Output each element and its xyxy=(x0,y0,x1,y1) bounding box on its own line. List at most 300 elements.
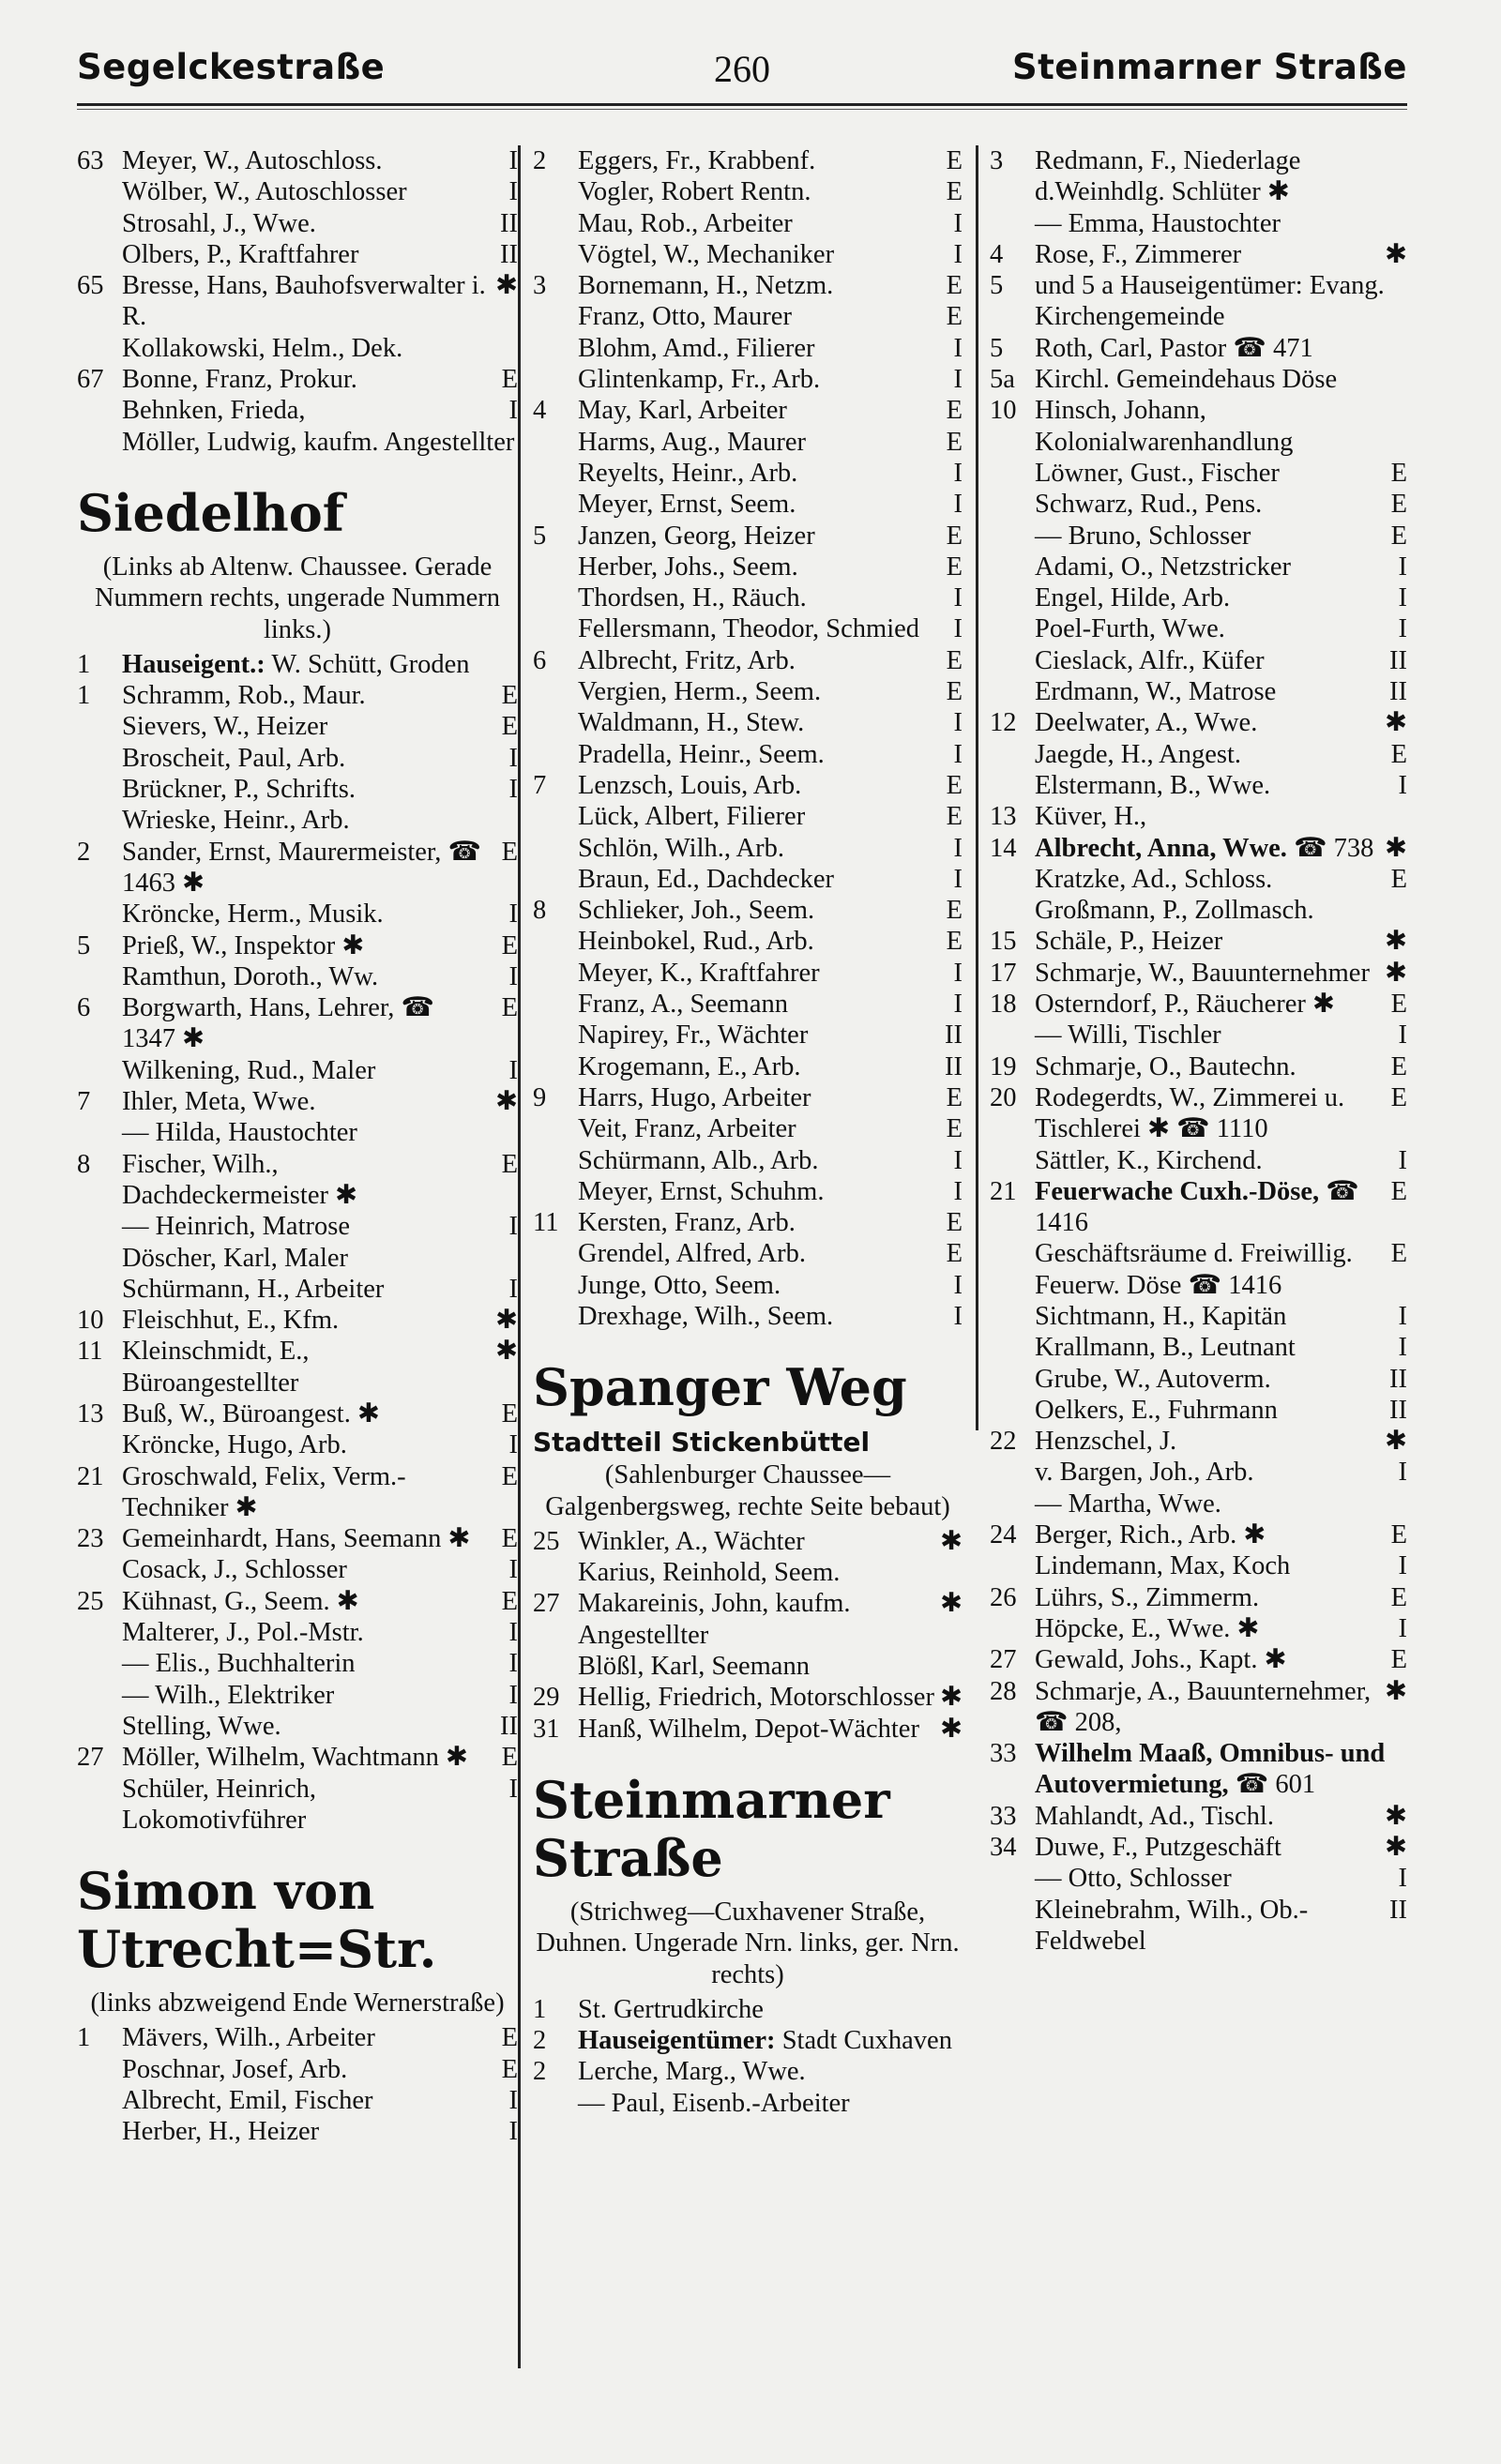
resident-entry xyxy=(533,458,963,489)
resident-entry xyxy=(77,1398,518,1429)
resident-text: Albrecht, Fritz, Arb. xyxy=(578,645,796,675)
resident-text: Winkler, A., Wächter xyxy=(578,1526,805,1556)
floor-marker: E xyxy=(501,1743,518,1773)
floor-marker: E xyxy=(501,2023,518,2053)
resident-entry xyxy=(533,1176,963,1207)
resident-text: Brückner, P., Schrifts. xyxy=(122,775,356,805)
floor-marker: I xyxy=(953,833,963,863)
resident-text: Mahlandt, Ad., Tischl. xyxy=(1035,1801,1274,1831)
resident-text: Harms, Aug., Maurer xyxy=(578,427,806,457)
resident-entry xyxy=(990,1644,1407,1675)
column-divider-right xyxy=(976,145,978,1430)
house-number: 25 xyxy=(77,1586,104,1616)
resident-entry xyxy=(77,1617,518,1648)
resident-text: Schürmann, Alb., Arb. xyxy=(578,1145,819,1175)
resident-entry xyxy=(990,1550,1407,1581)
floor-marker: II xyxy=(945,1020,963,1051)
resident-text: Großmann, P., Zollmasch. xyxy=(1035,896,1314,926)
floor-marker: E xyxy=(946,396,963,426)
resident-entry xyxy=(77,208,518,239)
resident-entry xyxy=(533,1301,963,1332)
floor-marker: E xyxy=(501,365,518,395)
resident-entry xyxy=(77,649,518,680)
resident-text: Schäle, P., Heizer xyxy=(1035,927,1223,957)
house-number: 7 xyxy=(533,770,547,800)
column-2 xyxy=(533,145,963,2119)
house-number: 34 xyxy=(990,1833,1017,1863)
resident-entry xyxy=(533,958,963,989)
street-description: (Sahlenburger Chaussee—Galgenbergsweg, rechte Seite bebaut) xyxy=(545,1460,950,1521)
resident-entry xyxy=(990,926,1407,957)
floor-marker: II xyxy=(1389,677,1407,707)
resident-entry xyxy=(990,364,1407,395)
resident-text: Waldmann, H., Stew. xyxy=(578,708,805,738)
resident-text: Fischer, Wilh., Dachdeckermeister ✱ xyxy=(122,1149,357,1210)
floor-marker: E xyxy=(946,645,963,675)
resident-entry xyxy=(990,1145,1407,1176)
resident-text: — Wilh., Elektriker xyxy=(122,1680,335,1710)
resident-text: Jaegde, H., Angest. xyxy=(1035,739,1242,769)
resident-text: Fellersmann, Theodor, Schmied xyxy=(578,614,920,644)
resident-text: Schmarje, W., Bauunternehmer xyxy=(1035,958,1370,988)
house-number: 25 xyxy=(533,1526,560,1556)
resident-entry xyxy=(77,992,518,1055)
house-number: 2 xyxy=(533,2026,547,2056)
floor-marker: I xyxy=(508,743,518,773)
resident-entry xyxy=(77,1648,518,1679)
resident-entry xyxy=(77,1117,518,1148)
resident-entry xyxy=(77,711,518,742)
resident-text: Borgwarth, Hans, Lehrer, ☎ 1347 ✱ xyxy=(122,993,434,1054)
resident-entry xyxy=(990,645,1407,676)
resident-entry xyxy=(533,489,963,520)
resident-text: Poschnar, Josef, Arb. xyxy=(122,2054,348,2084)
resident-entry xyxy=(533,1113,963,1144)
resident-entry xyxy=(990,833,1407,864)
house-number: 27 xyxy=(533,1589,560,1619)
resident-text: Hauseigent.: W. Schütt, Groden xyxy=(122,649,470,679)
resident-entry xyxy=(533,364,963,395)
resident-text: Hellig, Friedrich, Motorschlosser xyxy=(578,1683,934,1713)
house-number: 4 xyxy=(990,239,1004,269)
floor-marker: E xyxy=(946,1239,963,1269)
floor-marker: I xyxy=(1398,770,1407,800)
resident-entry xyxy=(990,1426,1407,1457)
resident-entry xyxy=(77,2054,518,2085)
floor-marker: ✱ xyxy=(1385,1427,1407,1457)
resident-text: Schmarje, A., Bauunternehmer, ☎ 208, xyxy=(1035,1676,1372,1737)
resident-text: Franz, Otto, Maurer xyxy=(578,302,792,332)
house-number: 11 xyxy=(77,1337,103,1367)
resident-text: Sievers, W., Heizer xyxy=(122,712,328,742)
resident-entry xyxy=(533,895,963,926)
resident-entry xyxy=(990,864,1407,895)
resident-entry xyxy=(990,1582,1407,1613)
house-number: 29 xyxy=(533,1683,560,1713)
page-number: 260 xyxy=(714,48,770,90)
resident-text: Makareinis, John, kaufm. Angestellter xyxy=(578,1589,851,1650)
resident-text: Lerche, Marg., Wwe. xyxy=(578,2057,806,2087)
resident-entry xyxy=(77,837,518,899)
resident-entry xyxy=(990,1332,1407,1363)
street-description: (Strichweg—Cuxhavener Straße, Duhnen. Ungerade Nrn. links, ger. Nrn. rechts) xyxy=(536,1897,960,1989)
floor-marker: E xyxy=(1390,1082,1407,1112)
resident-text: Meyer, Ernst, Schuhm. xyxy=(578,1176,825,1206)
floor-marker: E xyxy=(501,1149,518,1179)
house-number: 1 xyxy=(533,1994,547,2024)
floor-marker: E xyxy=(501,681,518,711)
floor-marker: E xyxy=(1390,1176,1407,1206)
house-number: 28 xyxy=(990,1676,1017,1706)
floor-marker: I xyxy=(508,1618,518,1648)
floor-marker: ✱ xyxy=(495,271,518,301)
floor-marker: E xyxy=(501,2054,518,2084)
resident-text: Bonne, Franz, Prokur. xyxy=(122,365,357,395)
floor-marker: ✱ xyxy=(495,1306,518,1336)
resident-text: Wilkening, Rud., Maler xyxy=(122,1055,376,1085)
resident-text: Thordsen, H., Räuch. xyxy=(578,583,807,613)
resident-entry xyxy=(77,2085,518,2116)
resident-text: Kirchl. Gemeindehaus Döse xyxy=(1035,365,1338,395)
resident-entry xyxy=(77,930,518,961)
house-number: 3 xyxy=(533,271,547,301)
resident-text: Kratzke, Ad., Schloss. xyxy=(1035,864,1273,894)
resident-entry xyxy=(533,989,963,1020)
resident-entry xyxy=(77,333,518,364)
floor-marker: I xyxy=(1398,583,1407,613)
resident-text: Berger, Rich., Arb. ✱ xyxy=(1035,1520,1266,1550)
resident-text: Lenzsch, Louis, Arb. xyxy=(578,770,802,800)
resident-text: Möller, Ludwig, kaufm. Angestellter xyxy=(122,427,515,457)
resident-text: v. Bargen, Joh., Arb. xyxy=(1035,1458,1254,1488)
floor-marker: E xyxy=(946,427,963,457)
street-heading: Siedelhof xyxy=(77,482,345,543)
house-number: 1 xyxy=(77,649,91,679)
resident-text: Broscheit, Paul, Arb. xyxy=(122,743,346,773)
resident-entry xyxy=(533,239,963,270)
floor-marker: I xyxy=(508,146,518,175)
resident-entry xyxy=(77,270,518,333)
resident-entry xyxy=(990,801,1407,832)
resident-entry xyxy=(990,1613,1407,1644)
header-rule xyxy=(77,103,1407,106)
floor-marker: E xyxy=(946,1082,963,1112)
resident-entry xyxy=(990,1176,1407,1239)
header-left-street: Segelckestraße xyxy=(77,47,386,87)
resident-entry xyxy=(77,2022,518,2053)
resident-text: — Willi, Tischler xyxy=(1035,1020,1221,1051)
floor-marker: E xyxy=(946,177,963,207)
floor-marker: E xyxy=(946,146,963,175)
resident-text: Krogemann, E., Arb. xyxy=(578,1051,801,1081)
resident-entry xyxy=(77,1149,518,1212)
resident-entry xyxy=(990,1863,1407,1894)
floor-marker: E xyxy=(501,1461,518,1491)
house-number: 33 xyxy=(990,1739,1017,1769)
house-number: 5 xyxy=(990,333,1004,363)
resident-entry xyxy=(990,1489,1407,1519)
floor-marker: I xyxy=(953,1145,963,1175)
resident-entry xyxy=(77,1680,518,1711)
floor-marker: ✱ xyxy=(940,1589,963,1619)
resident-text: Vergien, Herm., Seem. xyxy=(578,677,822,707)
house-number: 27 xyxy=(990,1645,1017,1675)
resident-entry xyxy=(77,899,518,930)
floor-marker: E xyxy=(1390,739,1407,769)
resident-text: Lindemann, Max, Koch xyxy=(1035,1551,1291,1581)
resident-text: — Paul, Eisenb.-Arbeiter xyxy=(578,2088,850,2118)
resident-text: Napirey, Fr., Wächter xyxy=(578,1020,809,1051)
resident-text: May, Karl, Arbeiter xyxy=(578,396,787,426)
house-number: 8 xyxy=(77,1149,91,1179)
resident-entry xyxy=(990,895,1407,926)
resident-entry xyxy=(990,1801,1407,1832)
floor-marker: I xyxy=(953,614,963,644)
house-number: 14 xyxy=(990,833,1017,863)
resident-entry xyxy=(77,1774,518,1837)
resident-entry xyxy=(533,1145,963,1176)
resident-text: — Elis., Buchhalterin xyxy=(122,1649,356,1679)
resident-text: Harrs, Hugo, Arbeiter xyxy=(578,1082,811,1112)
house-number: 4 xyxy=(533,396,547,426)
floor-marker: E xyxy=(501,1524,518,1554)
resident-entry xyxy=(990,1301,1407,1332)
resident-entry xyxy=(990,613,1407,644)
resident-entry xyxy=(533,2088,963,2119)
resident-text: Osterndorf, P., Räucherer ✱ xyxy=(1035,990,1335,1020)
floor-marker: I xyxy=(1398,1864,1407,1894)
floor-marker: ✱ xyxy=(1385,927,1407,957)
resident-entry xyxy=(990,989,1407,1020)
resident-entry xyxy=(77,1711,518,1742)
resident-entry xyxy=(77,743,518,774)
floor-marker: E xyxy=(946,552,963,582)
resident-text: Bresse, Hans, Bauhofsverwalter i. R. xyxy=(122,271,486,332)
floor-marker: E xyxy=(946,927,963,957)
floor-marker: II xyxy=(500,208,518,238)
floor-marker: E xyxy=(501,1398,518,1429)
house-number: 63 xyxy=(77,146,104,175)
floor-marker: I xyxy=(508,1774,518,1804)
resident-entry xyxy=(990,270,1407,333)
resident-text: Roth, Carl, Pastor ☎ 471 xyxy=(1035,333,1313,363)
resident-text: Kollakowski, Helm., Dek. xyxy=(122,333,403,363)
resident-entry xyxy=(533,1682,963,1713)
house-number: 17 xyxy=(990,958,1017,988)
resident-text: Feuerwache Cuxh.-Döse, ☎ 1416 xyxy=(1035,1176,1359,1238)
floor-marker: ✱ xyxy=(1385,1833,1407,1863)
resident-entry xyxy=(533,645,963,676)
house-number: 27 xyxy=(77,1743,104,1773)
floor-marker: II xyxy=(945,1051,963,1081)
resident-text: Hanß, Wilhelm, Depot-Wächter xyxy=(578,1714,919,1744)
resident-text: Behnken, Frieda, xyxy=(122,396,306,426)
floor-marker: E xyxy=(1390,521,1407,551)
resident-text: Redmann, F., Niederlage d.Weinhdlg. Schlüter ✱ xyxy=(1035,146,1301,207)
resident-text: Blößl, Karl, Seemann xyxy=(578,1652,810,1682)
floor-marker: I xyxy=(953,1176,963,1206)
floor-marker: I xyxy=(1398,614,1407,644)
resident-text: Franz, A., Seemann xyxy=(578,990,788,1020)
floor-marker: E xyxy=(501,930,518,960)
resident-text: Möller, Wilhelm, Wachtmann ✱ xyxy=(122,1743,468,1773)
floor-marker: E xyxy=(501,837,518,867)
resident-entry xyxy=(533,1270,963,1301)
house-number: 3 xyxy=(990,146,1004,175)
resident-entry xyxy=(77,961,518,992)
resident-entry xyxy=(533,270,963,301)
resident-entry xyxy=(533,333,963,364)
district-subheading: Stadtteil Stickenbüttel xyxy=(533,1427,871,1459)
resident-entry xyxy=(533,176,963,207)
street-heading: Steinmarner Straße xyxy=(533,1769,890,1888)
resident-text: Sättler, K., Kirchend. xyxy=(1035,1145,1263,1175)
resident-entry xyxy=(77,176,518,207)
resident-entry xyxy=(533,613,963,644)
house-number: 20 xyxy=(990,1082,1017,1112)
floor-marker: I xyxy=(1398,1020,1407,1051)
resident-entry xyxy=(533,2025,963,2056)
resident-text: Sander, Ernst, Maurermeister, ☎ 1463 ✱ xyxy=(122,837,482,898)
resident-entry xyxy=(990,676,1407,707)
resident-entry xyxy=(533,926,963,957)
resident-text: Olbers, P., Kraftfahrer xyxy=(122,239,359,269)
house-number: 2 xyxy=(533,146,547,175)
floor-marker: I xyxy=(953,208,963,238)
house-number: 11 xyxy=(533,1208,559,1238)
house-number: 5a xyxy=(990,365,1015,395)
resident-entry xyxy=(990,1519,1407,1550)
resident-entry xyxy=(77,2116,518,2147)
floor-marker: E xyxy=(1390,1520,1407,1550)
resident-entry xyxy=(990,739,1407,770)
resident-text: Pradella, Heinr., Seem. xyxy=(578,739,825,769)
resident-entry xyxy=(533,521,963,552)
resident-entry xyxy=(533,1651,963,1682)
resident-text: — Emma, Haustochter xyxy=(1035,208,1281,238)
resident-text: Elstermann, B., Wwe. xyxy=(1035,770,1271,800)
resident-entry xyxy=(990,145,1407,208)
floor-marker: I xyxy=(508,899,518,930)
floor-marker: E xyxy=(946,677,963,707)
resident-text: Schlön, Wilh., Arb. xyxy=(578,833,784,863)
resident-entry xyxy=(77,1742,518,1773)
resident-text: Janzen, Georg, Heizer xyxy=(578,521,815,551)
resident-entry xyxy=(533,1020,963,1051)
resident-entry xyxy=(77,1523,518,1554)
resident-entry xyxy=(77,1305,518,1336)
resident-text: Oelkers, E., Fuhrmann xyxy=(1035,1395,1278,1425)
floor-marker: ✱ xyxy=(495,1087,518,1117)
resident-entry xyxy=(990,1895,1407,1958)
house-number: 7 xyxy=(77,1087,91,1117)
resident-text: Sichtmann, H., Kapitän xyxy=(1035,1301,1287,1331)
floor-marker: E xyxy=(1390,1645,1407,1675)
resident-text: Poel-Furth, Wwe. xyxy=(1035,614,1225,644)
house-number: 1 xyxy=(77,2023,91,2053)
resident-entry xyxy=(77,395,518,426)
resident-text: Meyer, Ernst, Seem. xyxy=(578,490,796,520)
resident-entry xyxy=(990,395,1407,458)
house-number: 2 xyxy=(77,837,91,867)
resident-entry xyxy=(77,1461,518,1524)
resident-entry xyxy=(990,1676,1407,1739)
resident-entry xyxy=(77,1554,518,1585)
floor-marker: E xyxy=(1390,490,1407,520)
resident-text: — Hilda, Haustochter xyxy=(122,1118,357,1148)
house-number: 65 xyxy=(77,271,104,301)
resident-text: Rodegerdts, W., Zimmerei u. Tischlerei ✱ ☎ 1110 xyxy=(1035,1082,1345,1144)
floor-marker: E xyxy=(1390,1051,1407,1081)
house-number: 18 xyxy=(990,990,1017,1020)
house-number: 26 xyxy=(990,1582,1017,1612)
resident-text: Wölber, W., Autoschlosser xyxy=(122,177,407,207)
resident-entry xyxy=(990,1395,1407,1426)
column-divider-left xyxy=(518,145,521,2368)
house-number: 8 xyxy=(533,896,547,926)
floor-marker: I xyxy=(508,177,518,207)
floor-marker: I xyxy=(953,739,963,769)
resident-text: Döscher, Karl, Maler xyxy=(122,1243,349,1273)
floor-marker: I xyxy=(1398,1551,1407,1581)
resident-text: Kühnast, G., Seem. ✱ xyxy=(122,1586,359,1616)
resident-text: Wilhelm Maaß, Omnibus- und Autovermietung, ☎ 601 xyxy=(1035,1739,1386,1800)
house-number: 6 xyxy=(533,645,547,675)
resident-text: — Heinrich, Matrose xyxy=(122,1212,350,1242)
floor-marker: I xyxy=(953,1301,963,1331)
resident-entry xyxy=(533,739,963,770)
house-number: 2 xyxy=(533,2057,547,2087)
resident-text: Drexhage, Wilh., Seem. xyxy=(578,1301,834,1331)
resident-text: Malterer, J., Pol.-Mstr. xyxy=(122,1618,364,1648)
resident-entry xyxy=(533,208,963,239)
resident-entry xyxy=(77,1274,518,1305)
resident-text: Adami, O., Netzstricker xyxy=(1035,552,1292,582)
floor-marker: I xyxy=(953,708,963,738)
floor-marker: ✱ xyxy=(940,1683,963,1713)
floor-marker: E xyxy=(946,271,963,301)
page-header xyxy=(77,47,1407,103)
resident-entry xyxy=(533,864,963,895)
resident-text: Ramthun, Doroth., Ww. xyxy=(122,961,379,991)
resident-text: Junge, Otto, Seem. xyxy=(578,1270,781,1300)
resident-text: Schwarz, Rud., Pens. xyxy=(1035,490,1263,520)
resident-entry xyxy=(533,395,963,426)
resident-text: Rose, F., Zimmerer xyxy=(1035,239,1242,269)
floor-marker: I xyxy=(508,1212,518,1242)
floor-marker: E xyxy=(946,896,963,926)
floor-marker: ✱ xyxy=(1385,958,1407,988)
resident-entry xyxy=(77,364,518,395)
resident-text: Henzschel, J. xyxy=(1035,1427,1177,1457)
floor-marker: II xyxy=(1389,1395,1407,1425)
house-number: 15 xyxy=(990,927,1017,957)
street-heading: Spanger Weg xyxy=(533,1357,907,1418)
resident-entry xyxy=(77,1586,518,1617)
floor-marker: I xyxy=(508,775,518,805)
floor-marker: E xyxy=(946,770,963,800)
floor-marker: I xyxy=(508,396,518,426)
floor-marker: E xyxy=(501,712,518,742)
street-heading: Simon von Utrecht=Str. xyxy=(77,1861,437,1980)
resident-text: Mau, Rob., Arbeiter xyxy=(578,208,793,238)
resident-text: St. Gertrudkirche xyxy=(578,1994,764,2024)
resident-text: Veit, Franz, Arbeiter xyxy=(578,1114,796,1144)
resident-entry xyxy=(533,770,963,801)
resident-text: Herber, Johs., Seem. xyxy=(578,552,798,582)
resident-text: Küver, H., xyxy=(1035,802,1147,832)
resident-entry xyxy=(533,1526,963,1557)
